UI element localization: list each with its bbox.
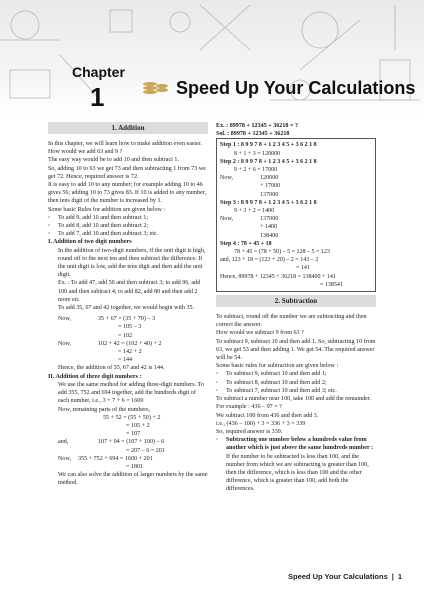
subsection-text: In the addition of two-digit numbers, if the unit digit is high, round off to the next ten and then subtract the difference. If the unit digit is low, add the tens digit and then add the unit digit. [58,247,206,279]
intro-line: The easy way would be to add 10 and then subtract 1. [48,157,179,164]
subsection-title: II. Addition of three digit numbers : [48,373,142,380]
page-number: 1 [397,572,403,581]
step-detail: and, 123 + 18 = (123 + 20) – 2 = 143 – 2 [220,257,319,264]
step-line: Step 3 : 8 9 9 7 8 + 1 2 3 4 5 + 3 6 2 1 8 [220,199,317,206]
rule-item: ◦ To subtract 8, subtract 10 and then add 2; [216,379,327,386]
intro-line: It is easy to add 10 to any number; for example adding 10 to 46 gives 56; adding 10 to 73 gives 83. If 10 is added to any number, then tens digit of the number is increased by 1. [48,182,207,205]
section-title-addition: 1. Addition [48,122,208,134]
subsection-text: Now, remaining parts of the numbers, [58,406,151,413]
intro-line: To subtract, round off the number we are subtracting and then correct the answer. [216,314,367,329]
step-line: Step 4 : 78 + 45 + 18 [220,240,272,247]
rule-text: To subtract a number near 100, take 100 and add the remainder. [216,396,372,403]
rule-item: ◦ To add 7, add 10 and then subtract 3; etc. [48,231,159,238]
intro-line: How would we subtract 9 from 63 ? [216,330,304,337]
calculation-block: 55 + 52 = (55 + 50) + 2 = 105 + 2 = 107 and, 107 + 94 = (107 + 100) – 6 = 207 – 6 = 201 Now, 355 + 752 + 694 = 1600 + 201 = 1801 [58,414,165,470]
step-detail: = 138541 [320,281,343,288]
rule-item: ◦ To subtract 7, subtract 10 and then add 3; etc. [216,387,337,394]
chapter-header [0,0,424,115]
step-sum: 9 + 3 + 2 = 1400 [234,208,275,215]
chapter-number: 1 [90,82,105,112]
example-text: Ex. : To add 47, add 50 and then subtract 3; to add 96, add 100 and then subtract 4; to add 82, add 80 and then add 2 more etc. [58,280,201,303]
example-text: So, required answer is 339. [216,428,283,435]
result-text: Hence, the addition of 35, 67 and 42 is 144. [58,365,165,372]
example-heading: Ex. : 89978 + 12345 + 36218 = ? [216,123,299,129]
step-line: Step 2 : 8 9 9 7 8 + 1 2 3 4 5 + 3 6 2 1 8 [220,158,317,165]
intro-line: Some basic rules for subtraction are given below : [216,363,339,370]
section-title-subtraction: 2. Subtraction [216,295,376,307]
rule-item: ◦ To add 8, add 10 and then subtract 2; [48,223,149,230]
footer-title: Speed Up Your Calculations [288,572,388,581]
subheading-item: ◦ Subtracting one number below a hundreds value from another which is just above the same hundreds number : [216,437,374,452]
step-sum: 9 + 2 + 6 = 17000 [234,167,278,174]
example-text: For example : 436 – 97 = ? [216,404,282,411]
intro-line: In this chapter, we will learn how to make addition even easier. [48,141,202,147]
sum-block: Now, 137000 [220,216,279,223]
step-detail: Hence, 89978 + 12345 + 36218 = 138400 + 141 [220,273,336,280]
rule-item: ◦ To add 9, add 10 and then subtract 1; [48,214,149,221]
step-line: Step 1 : 8 9 9 7 8 + 1 2 3 4 5 + 3 6 2 1 8 [220,142,317,149]
example-text: i.e., (436 – 100) + 3 = 336 + 3 = 339 [216,420,306,427]
chapter-title: Speed Up Your Calculations [176,78,416,98]
solution-steps: Step 1 : 8 9 9 7 8 + 1 2 3 4 5 + 3 6 2 1 8 8 + 1 + 3 = 120000 Step 2 : 8 9 9 7 8 + 1 2 3 4 5 + 3 6 2 1 8 9 + 2 + 6 = 17000 Now, 120000 + 17000 137000 Step 3 : 8 9 9 7 8 + 1 2 3 4 5 + 3 6 2 1 8 9 + 3 + 2 = 1400 Now, 137000 + 1400 138400 Step 4 : 78 + 45 + 18 78 + 45 = (78 + 50) – 5 = 128 – 5 = 123 and, 123 + 18 = (123 + 20) – 2 = 143 – 2 = 141 Hence, 89978 + 12345 + 36218 = 138400 + 141 = 138541 [216,138,376,292]
intro-line: Some basic Rules for addition are given below : [48,206,166,213]
calculation-block: Now, 35 + 67 = (35 + 70) – 3 = 105 – 3 = 102 Now, 102 + 42 = (102 + 40) + 2 = 142 + 2 = 144 [58,316,162,364]
step-sum: 8 + 1 + 3 = 120000 [234,150,281,157]
rule-item: ◦ To subtract 9, subtract 10 and then add 1; [216,371,327,378]
subsection-title: I. Addition of two digit numbers [48,239,132,246]
example-text: We subtract 100 from 436 and then add 3. [216,412,319,419]
solution-heading: Sol. : 89978 + 12345 + 36218 [216,131,290,138]
subsection-text: We use the same method for adding three-digit numbers. To add 355, 752 and 694 together, add the hundreds digit of each number, i.e., 3 + 7 + 6 = 1600 [58,381,204,405]
intro-line: To subtract 9, subtract 10 and then add 1. So, subtracting 10 from 63, we get 53 and then adding 1. We get 54. The required answer will be 54. [216,338,376,362]
example-text: To add 35, 67 and 42 together, we would begin with 35. [58,305,195,312]
chapter-label: Chapter [72,64,125,80]
intro-line: How would we add 63 and 9 ? [48,149,123,156]
closing-text: We can also solve the addition of larger numbers by the same method. [58,472,208,487]
page-footer: Speed Up Your Calculations | 1 [288,572,403,581]
sum-block: Now, 120000 [220,175,279,182]
left-column [48,122,208,488]
step-detail: = 141 [296,265,310,272]
right-column [216,122,376,494]
intro-line: So, adding 10 to 63 we get 73 and then subtracting 1 from 73 we get 72. Hence, required answer is 72. [48,165,206,180]
step-detail: 78 + 45 = (78 + 50) – 5 = 128 – 5 = 123 [234,249,330,256]
subheading-text: If the number to be subtracted is less than 100, and the number from which we are subtracting is greater than 100, then the difference, which is less than 100 and the other difference, which is greater than 100, add both the differences. [226,453,369,493]
